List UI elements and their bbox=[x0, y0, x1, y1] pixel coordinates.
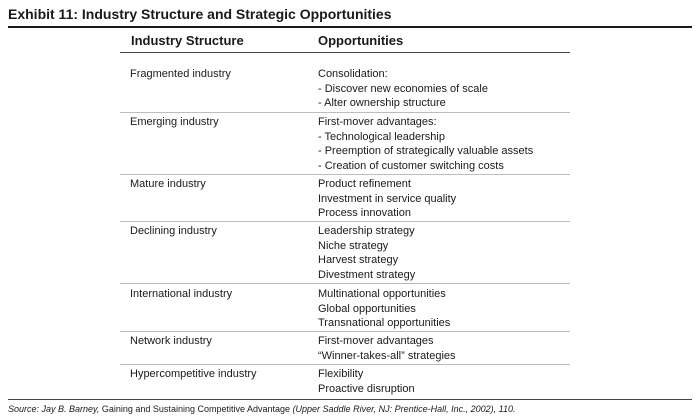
opportunity-line: Transnational opportunities bbox=[318, 317, 451, 330]
opportunity-line: First-mover advantages bbox=[318, 335, 434, 347]
opportunity-line: Proactive disruption bbox=[318, 382, 415, 395]
opportunity-line: Product refinement bbox=[318, 178, 411, 190]
opportunity-line: Flexibility bbox=[318, 368, 364, 380]
opportunities-cell bbox=[318, 287, 450, 331]
industry-structure-cell: Mature industry bbox=[130, 178, 206, 190]
row-separator bbox=[120, 283, 570, 284]
opportunity-line: Consolidation: bbox=[318, 68, 388, 80]
industry-structure-cell: Emerging industry bbox=[130, 116, 219, 128]
opportunities-cell bbox=[318, 367, 415, 396]
header-opportunities: Opportunities bbox=[318, 33, 404, 48]
opportunities-cell bbox=[318, 115, 533, 173]
row-separator bbox=[120, 112, 570, 113]
opportunity-line: - Alter ownership structure bbox=[318, 97, 446, 110]
opportunity-line: - Technological leadership bbox=[318, 130, 445, 143]
opportunity-line: Investment in service quality bbox=[318, 192, 457, 205]
opportunity-line: Multinational opportunities bbox=[318, 288, 446, 300]
opportunities-cell bbox=[318, 67, 488, 111]
opportunity-line: “Winner-takes-all” strategies bbox=[318, 349, 456, 362]
industry-structure-cell: Fragmented industry bbox=[130, 68, 231, 80]
opportunity-line: - Creation of customer switching costs bbox=[318, 159, 504, 172]
opportunity-line: Divestment strategy bbox=[318, 268, 416, 281]
opportunity-line: Niche strategy bbox=[318, 239, 389, 252]
opportunity-line: Harvest strategy bbox=[318, 254, 399, 267]
industry-structure-cell: Network industry bbox=[130, 335, 212, 347]
header-industry-structure: Industry Structure bbox=[131, 33, 244, 48]
source-book-title: Gaining and Sustaining Competitive Advantage bbox=[101, 404, 291, 414]
header-rule bbox=[120, 52, 570, 53]
source-suffix: (Upper Saddle River, NJ: Prentice-Hall, Inc., 2002), 110. bbox=[290, 404, 516, 414]
source-prefix: Source: Jay B. Barney, bbox=[8, 404, 102, 414]
opportunities-cell bbox=[318, 334, 456, 363]
opportunity-line: First-mover advantages: bbox=[318, 116, 437, 128]
opportunity-line: Process innovation bbox=[318, 207, 411, 220]
opportunity-line: Leadership strategy bbox=[318, 225, 415, 237]
title-rule bbox=[8, 26, 692, 28]
row-separator bbox=[120, 331, 570, 332]
opportunity-line: Global opportunities bbox=[318, 302, 416, 315]
opportunities-cell bbox=[318, 224, 415, 282]
exhibit-title: Exhibit 11: Industry Structure and Strategic Opportunities bbox=[8, 6, 392, 22]
footer-rule bbox=[8, 399, 692, 400]
opportunity-line: - Discover new economies of scale bbox=[318, 82, 488, 95]
industry-structure-cell: International industry bbox=[130, 288, 233, 300]
row-separator bbox=[120, 364, 570, 365]
row-separator bbox=[120, 174, 570, 175]
row-separator bbox=[120, 221, 570, 222]
source-citation bbox=[8, 404, 515, 414]
opportunities-cell bbox=[318, 177, 456, 221]
industry-structure-cell: Hypercompetitive industry bbox=[130, 368, 257, 380]
industry-structure-cell: Declining industry bbox=[130, 225, 217, 237]
opportunity-line: - Preemption of strategically valuable assets bbox=[318, 145, 534, 158]
